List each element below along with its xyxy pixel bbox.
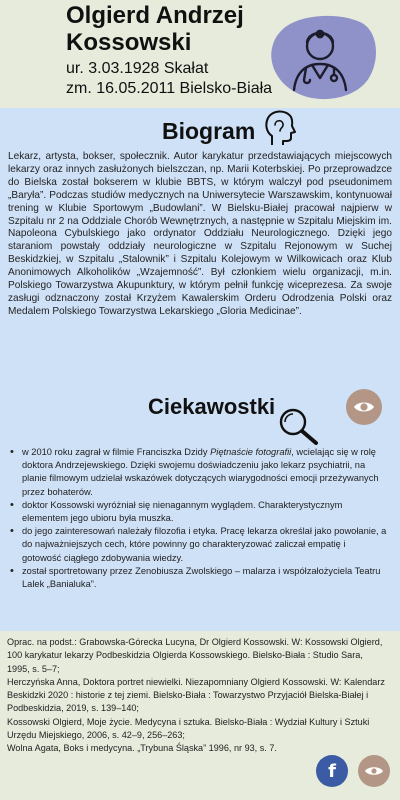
biogram-title: Biogram: [162, 118, 256, 144]
eye-icon: [362, 759, 386, 783]
magnifier-icon: [278, 407, 320, 445]
death-info: zm. 16.05.2011 Bielsko-Biała: [66, 80, 273, 97]
facebook-icon: f: [328, 760, 336, 782]
head-profile-icon: [262, 108, 296, 148]
list-item: • do jego zainteresowań należały filozofia i etyka. Pracę lekarza określał jako powołanie, a do najważniejszych cech, które powinny go charakteryzować zaliczał empatię i gotowość ciągłego zdobywania wiedzy.: [22, 525, 387, 565]
list-item: • doktor Kossowski wyróżniał się nienagannym wyglądem. Charakterystycznym elementem jego ubioru była muszka.: [22, 499, 387, 525]
list-item: • w 2010 roku zagrał w filmie Franciszka Dzidy Piętnaście fotografii, wcielając się w rolę doktora Andrzejewskiego. Dzięki swojemu doświadczeniu jako lekarz psychiatrii, na planie filmowym udzielał wskazówek dotyczących wiarygodności emocji przeżywanych przez bohaterów.: [22, 446, 387, 499]
source-line: Kossowski Olgierd, Moje życie. Medycyna i sztuka. Bielsko-Biała : Wydział Kultury i Sztuki Urzędu Miejskiego, 2006, s. 42–9, 256–263;: [7, 716, 370, 741]
doctor-icon: [268, 12, 380, 102]
person-name: Olgierd Andrzej Kossowski: [66, 2, 244, 56]
ciekawostki-title: Ciekawostki: [148, 394, 276, 419]
facebook-button[interactable]: [316, 755, 348, 787]
eye-icon: [346, 389, 382, 425]
ciekawostki-list: [8, 446, 387, 591]
source-line: Herczyńska Anna, Doktora portret niewielki. Niezapomniany Olgierd Kossowski. W: Kalendarz Beskidzki 2020 : historie z tej ziemi. Bielsko-Biała : Towarzystwo Przyjaciół Bielska-Białej i Podbeskidzia, 2019, s. 139–140;: [7, 676, 385, 714]
source-line: Oprac. na podst.: Grabowska-Górecka Lucyna, Dr Olgierd Kossowski. W: Kossowski Olgierd, 100 karykatur lekarzy Podbeskidzia Olgierda Kossowskiego. Bielsko-Biała : Studio Sara, 1995, s. 5–7;: [7, 637, 383, 674]
biogram-text: Lekarz, artysta, bokser, społecznik. Autor karykatur przedstawiających miejscowych lekarzy oraz innych zasłużonych bielszczan, np. Marii Koterbskiej. Po przeprowadzce do Bielska został bokserem w klubie BBTS, w którym walczył pod pseudonimem „Baryła”. Podczas studiów medycznych na Uniwersytecie Warszawskim, kontynuował trening w Klubie Sportowym „Budowlani”. W Bielsku-Białej pracował najpierw w Szpitalu nr 2 na Oddziale Chorób Wewnętrznych, a następnie w Szpitalu Miejskim im. Napoleona Cybulskiego jako ordynator Oddziału Neurologicznego. Dzięki jego staraniom powstały oddziały neurologiczne w Szpitalu Rejonowym w Suchej Beskidzkiej, w Szpitalu „Stalownik” i Szpitalu Kolejowym w Wilkowicach oraz Klub Anonimowych Alkoholików „Wzajemność”. Był członkiem wielu organizacji, m.in. Polskiego Towarzystwa Akupunktury, w którym pełnił funkcję wiceprezesa. Za swoje zasługi odznaczony został Krzyżem Kawalerskim Orderu Odrodzenia Polski oraz Medalem Polskiego Towarzystwa Lekarskiego „Gloria Medicinae”.: [8, 151, 392, 317]
birth-info: ur. 3.03.1928 Skałat: [66, 60, 209, 77]
sources-text: [7, 636, 387, 756]
eye-button[interactable]: [358, 755, 390, 787]
source-line: Wolna Agata, Boks i medycyna. „Trybuna Śląska” 1996, nr 93, s. 7.: [7, 743, 277, 754]
list-item: • został sportretowany przez Zenobiusza Zwolskiego – malarza i współzałożyciela Teatru Lalek „Banialuka”.: [22, 565, 387, 591]
eye-icon-badge: [346, 389, 382, 425]
